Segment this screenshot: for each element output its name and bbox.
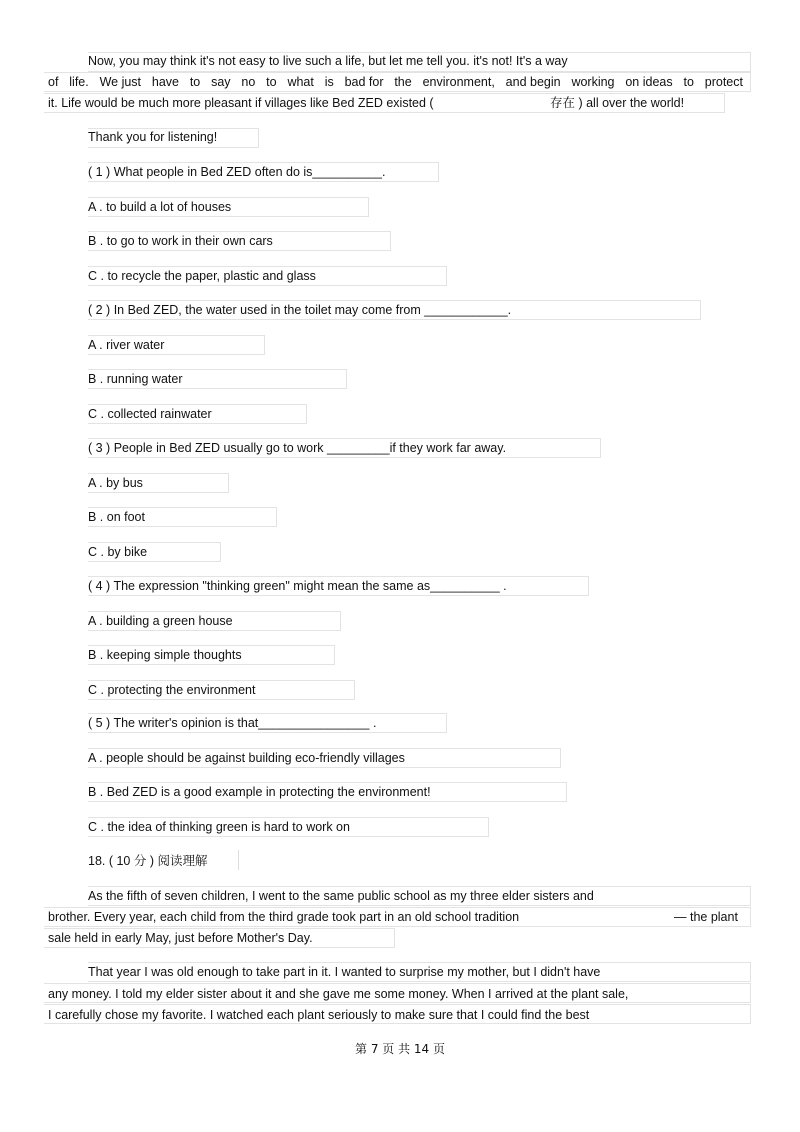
word: to <box>189 75 201 89</box>
word: to <box>683 75 694 89</box>
question-stem: ( 1 ) What people in Bed ZED often do is__________. <box>88 165 386 179</box>
word: have <box>151 75 179 89</box>
answer-option[interactable]: C . to recycle the paper, plastic and glass <box>88 269 316 283</box>
word: on ideas <box>625 75 673 89</box>
passage-line: brother. Every year, each child from the third grade took part in an old school tradition <box>48 910 520 924</box>
word: say <box>211 75 231 89</box>
word: to <box>266 75 277 89</box>
answer-option[interactable]: B . to go to work in their own cars <box>88 234 273 248</box>
passage-line: any money. I told my elder sister about it and she gave me some money. When I arrived at the plant sale, <box>48 987 629 1001</box>
word: is <box>324 75 334 89</box>
answer-option[interactable]: A . river water <box>88 338 165 352</box>
passage-line-continuation: 存在 ) all over the world! <box>550 96 685 110</box>
section-heading: 18. ( 10 分 ) 阅读理解 <box>88 854 208 868</box>
word: of <box>48 75 59 89</box>
word: what <box>287 75 314 89</box>
answer-option[interactable]: B . running water <box>88 372 183 386</box>
passage-line: That year I was old enough to take part in it. I wanted to surprise my mother, but I didn't have <box>88 965 601 979</box>
answer-option[interactable]: C . collected rainwater <box>88 407 212 421</box>
answer-option[interactable]: B . keeping simple thoughts <box>88 648 242 662</box>
word: environment, <box>422 75 495 89</box>
answer-option[interactable]: A . people should be against building eco-friendly villages <box>88 751 405 765</box>
answer-option[interactable]: C . by bike <box>88 545 148 559</box>
word: life. <box>69 75 89 89</box>
word: We just <box>99 75 142 89</box>
answer-option[interactable]: A . building a green house <box>88 614 233 628</box>
passage-line <box>48 95 434 111</box>
closing-line: Thank you for listening! <box>88 130 218 144</box>
word: no <box>241 75 256 89</box>
page-footer: 第 7 页 共 14 页 <box>355 1042 445 1056</box>
passage-line: sale held in early May, just before Mother's Day. <box>48 931 313 945</box>
word: protect <box>704 75 743 89</box>
passage-line-continuation: — the plant <box>674 910 738 924</box>
passage-line: Now, you may think it's not easy to live such a life, but let me tell you. it's not! It's a way <box>88 54 568 68</box>
question-stem: ( 5 ) The writer's opinion is that________________ . <box>88 716 377 730</box>
passage-line: I carefully chose my favorite. I watched each plant seriously to make sure that I could find the best <box>48 1008 590 1022</box>
answer-option[interactable]: A . by bus <box>88 476 143 490</box>
word: bad for <box>344 75 384 89</box>
answer-option[interactable]: C . the idea of thinking green is hard to work on <box>88 820 350 834</box>
question-stem: ( 3 ) People in Bed ZED usually go to work _________if they work far away. <box>88 441 507 455</box>
question-stem: ( 4 ) The expression "thinking green" might mean the same as__________ . <box>88 579 507 593</box>
answer-option[interactable]: B . Bed ZED is a good example in protecting the environment! <box>88 785 431 799</box>
word: and begin <box>505 75 561 89</box>
word: the <box>394 75 412 89</box>
passage-line-justified <box>48 74 743 90</box>
passage-text: it. Life would be much more pleasant if villages like Bed ZED existed ( <box>48 96 434 110</box>
answer-option[interactable]: C . protecting the environment <box>88 683 256 697</box>
passage-line: As the fifth of seven children, I went to the same public school as my three elder sisters and <box>88 889 594 903</box>
answer-option[interactable]: B . on foot <box>88 510 145 524</box>
answer-option[interactable]: A . to build a lot of houses <box>88 200 232 214</box>
word: working <box>571 75 615 89</box>
question-stem: ( 2 ) In Bed ZED, the water used in the toilet may come from ____________. <box>88 303 512 317</box>
